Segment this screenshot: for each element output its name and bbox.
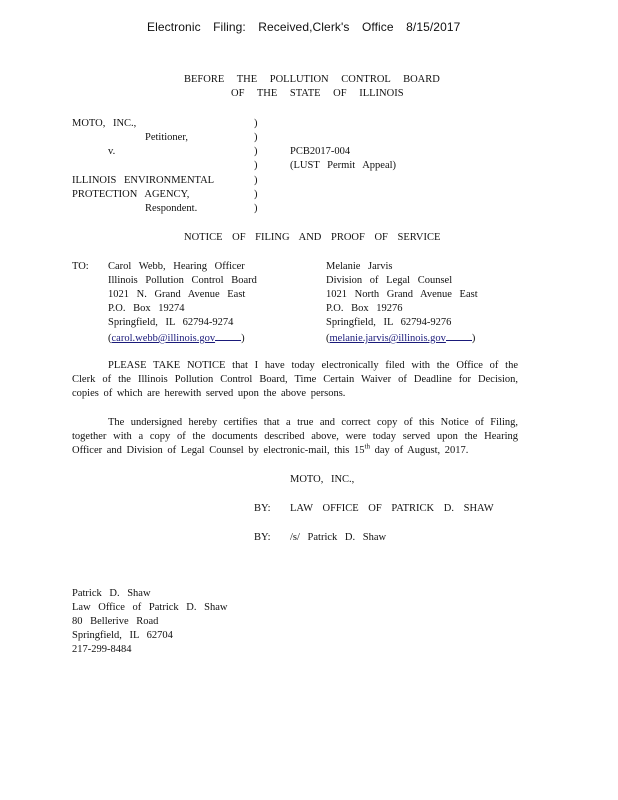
open-paren: ( bbox=[326, 333, 330, 344]
recipient2-email-link[interactable]: melanie.jarvis@illinois.gov bbox=[329, 333, 446, 344]
attorney-street: 80 Bellerive Road bbox=[72, 616, 159, 627]
recipient1-address1: 1021 N. Grand Avenue East bbox=[108, 289, 246, 300]
email-underline bbox=[446, 330, 472, 341]
caption-bracket: ) bbox=[254, 160, 258, 171]
recipient1-email-link[interactable]: carol.webb@illinois.gov bbox=[111, 333, 216, 344]
attorney-city: Springfield, IL 62704 bbox=[72, 630, 173, 641]
recipient1-address2: P.O. Box 19274 bbox=[108, 303, 185, 314]
recipient2-address1: 1021 North Grand Avenue East bbox=[326, 289, 478, 300]
versus-label: v. bbox=[108, 146, 116, 157]
notice-paragraph bbox=[72, 359, 518, 401]
board-title-line1: BEFORE THE POLLUTION CONTROL BOARD bbox=[184, 74, 440, 85]
by-label: BY: bbox=[254, 503, 271, 514]
case-type: (LUST Permit Appeal) bbox=[290, 160, 397, 171]
caption-bracket: ) bbox=[254, 189, 258, 200]
recipient1-email-line bbox=[108, 330, 245, 346]
filing-stamp: Electronic Filing: Received,Clerk's Office 8/15/2017 bbox=[147, 20, 461, 34]
close-paren: ) bbox=[471, 333, 476, 344]
to-label: TO: bbox=[72, 261, 89, 272]
respondent-name-line2: PROTECTION AGENCY, bbox=[72, 189, 190, 200]
caption-bracket: ) bbox=[254, 118, 258, 129]
recipient1-org: Illinois Pollution Control Board bbox=[108, 275, 257, 286]
recipient1-city: Springfield, IL 62794-9274 bbox=[108, 317, 234, 328]
recipient1-name: Carol Webb, Hearing Officer bbox=[108, 261, 245, 272]
respondent-name-line1: ILLINOIS ENVIRONMENTAL bbox=[72, 175, 215, 186]
close-paren: ) bbox=[241, 333, 245, 344]
caption-bracket: ) bbox=[254, 203, 258, 214]
electronic-signature: /s/ Patrick D. Shaw bbox=[290, 532, 387, 543]
respondent-role: Respondent. bbox=[145, 203, 198, 214]
recipient2-city: Springfield, IL 62794-9276 bbox=[326, 317, 452, 328]
certification-date-text: day of August, 2017. bbox=[369, 445, 469, 456]
recipient2-address2: P.O. Box 19276 bbox=[326, 303, 403, 314]
certification-paragraph bbox=[72, 416, 518, 458]
caption-bracket: ) bbox=[254, 175, 258, 186]
signature-party: MOTO, INC., bbox=[290, 474, 355, 485]
ordinal-suffix: th bbox=[364, 442, 370, 451]
attorney-name: Patrick D. Shaw bbox=[72, 588, 151, 599]
recipient2-name: Melanie Jarvis bbox=[326, 261, 393, 272]
open-paren: ( bbox=[108, 333, 112, 344]
signature-firm: LAW OFFICE OF PATRICK D. SHAW bbox=[290, 503, 494, 514]
recipient2-org: Division of Legal Counsel bbox=[326, 275, 453, 286]
petitioner-role: Petitioner, bbox=[145, 132, 189, 143]
caption-bracket: ) bbox=[254, 132, 258, 143]
case-number: PCB2017-004 bbox=[290, 146, 351, 157]
caption-bracket: ) bbox=[254, 146, 258, 157]
petitioner-name: MOTO, INC., bbox=[72, 118, 137, 129]
attorney-firm: Law Office of Patrick D. Shaw bbox=[72, 602, 228, 613]
notice-title: NOTICE OF FILING AND PROOF OF SERVICE bbox=[184, 232, 441, 243]
notice-paragraph-text: PLEASE TAKE NOTICE that I have today electronically filed with the Office of the Clerk of the Illinois Pollution Control Board, Time Certain Waiver of Deadline for Decision, copies of which are herewith served upon the above persons. bbox=[72, 360, 518, 399]
attorney-phone: 217-299-8484 bbox=[72, 644, 132, 655]
board-title-line2: OF THE STATE OF ILLINOIS bbox=[231, 88, 404, 99]
certification-text: The undersigned hereby certifies that a true and correct copy of this Notice of Filing, together with a copy of the documents described above, were today served upon the Hearing Officer and Division of Legal Counsel by electronic-mail, this 15 bbox=[72, 417, 518, 456]
email-underline bbox=[215, 330, 241, 341]
recipient2-email-line bbox=[326, 330, 475, 346]
by-label: BY: bbox=[254, 532, 271, 543]
